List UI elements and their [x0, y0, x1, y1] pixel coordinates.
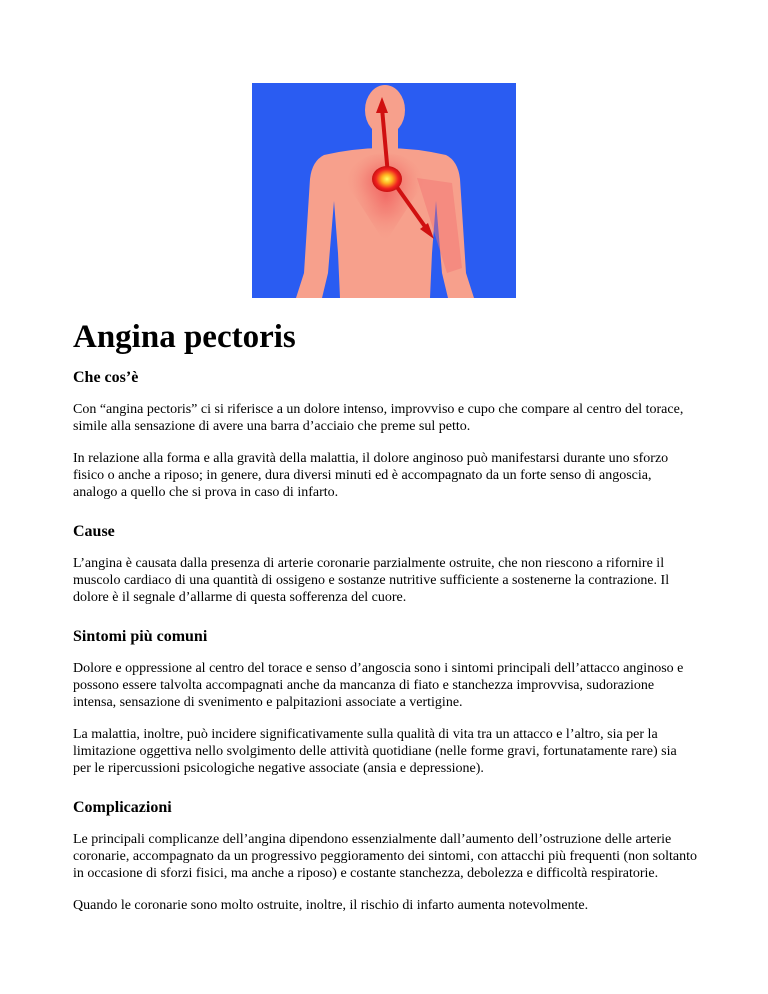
- article: [73, 305, 697, 914]
- heart-icon: [372, 166, 402, 192]
- section-heading: Complicazioni: [73, 799, 172, 816]
- human-torso-heart-pain-icon: [252, 83, 516, 298]
- paragraph: In relazione alla forma e alla gravità della malattia, il dolore anginoso può manifestarsi durante uno sforzo fisico o anche a riposo; in genere, dura diversi minuti ed è accompagnato da un forte senso di angoscia, analogo a quello che si prova in caso di infarto.: [73, 451, 669, 500]
- paragraph: Dolore e oppressione al centro del torace e senso d’angoscia sono i sintomi principali dell’attacco anginoso e possono essere talvolta accompagnati anche da mancanza di fiato e stanchezza improvvisa, sudorazione intensa, sensazione di svenimento e palpitazioni associate a vertigine.: [73, 661, 684, 710]
- paragraph: Con “angina pectoris” ci si riferisce a un dolore intenso, improvviso e cupo che compare al centro del torace, simile alla sensazione di avere una barra d’acciaio che preme sul petto.: [73, 402, 684, 434]
- page-title: Angina pectoris: [73, 319, 296, 355]
- paragraph: Le principali complicanze dell’angina dipendono essenzialmente dall’aumento dell’ostruzione delle arterie coronarie, accompagnato da un progressivo peggioramento dei sintomi, con attacchi più frequenti (non soltanto in occasione di sforzi fisici, ma anche a riposo) e costante stanchezza, debolezza e difficoltà respiratorie.: [73, 832, 697, 881]
- paragraph: L’angina è causata dalla presenza di arterie coronarie parzialmente ostruite, che non riescono a rifornire il muscolo cardiaco di una quantità di ossigeno e sostanze nutritive sufficiente a sostenerne la contrazione. Il dolore è il segnale d’allarme di questa sofferenza del cuore.: [73, 556, 670, 605]
- paragraph: La malattia, inoltre, può incidere significativamente sulla qualità di vita tra un attacco e l’altro, sia per la limitazione oggettiva nello svolgimento delle attività quotidiane (nelle forme gravi, fortunatamente rare) sia per le ripercussioni psicologiche negative associate (ansia e depressione).: [73, 727, 677, 776]
- section-heading: Sintomi più comuni: [73, 628, 208, 645]
- section-heading: Che cos’è: [73, 369, 139, 386]
- angina-illustration: [252, 83, 516, 298]
- section-heading: Cause: [73, 523, 115, 540]
- paragraph: Quando le coronarie sono molto ostruite, inoltre, il rischio di infarto aumenta notevolmente.: [73, 898, 589, 913]
